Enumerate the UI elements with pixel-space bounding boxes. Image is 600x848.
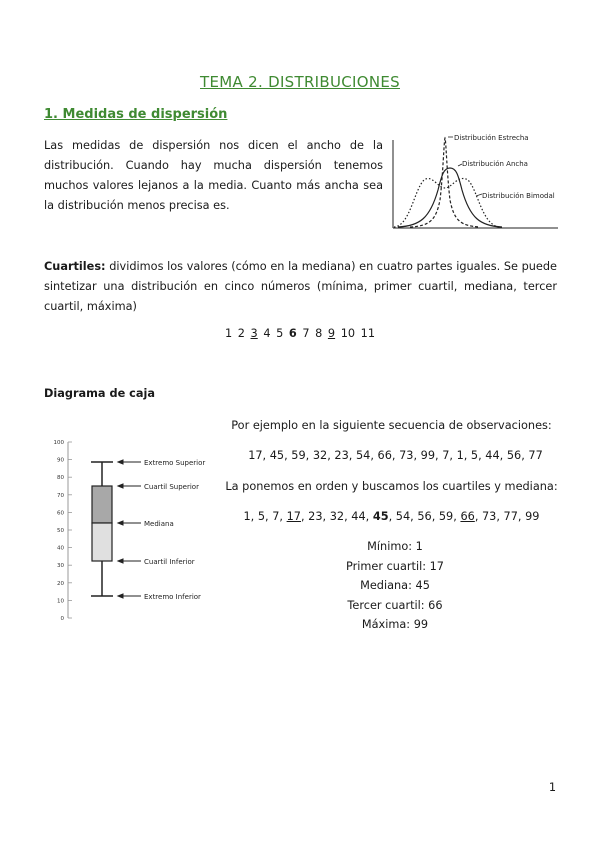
label-cuartil-superior: Cuartil Superior bbox=[144, 483, 199, 491]
label-cuartil-inferior: Cuartil Inferior bbox=[144, 558, 195, 566]
sorted-list bbox=[220, 510, 563, 523]
stat-minimum: Mínimo: 1 bbox=[367, 540, 423, 553]
sorted-part: 1, 5, 7, bbox=[243, 510, 287, 523]
tick-40: 40 bbox=[57, 545, 64, 552]
tick-80: 80 bbox=[57, 475, 64, 482]
label-extremo-inferior: Extremo Inferior bbox=[144, 593, 201, 601]
sorted-part: , 23, 32, 44, bbox=[300, 510, 373, 523]
cuartiles-text: dividimos los valores (cómo en la mediana) en cuatro partes iguales. Se puede sintetizar una distribución en cinco números (mínima, primer cuartil, mediana, tercer cuartil, máxima) bbox=[44, 260, 557, 313]
sorted-first-quartile: 17 bbox=[286, 510, 301, 523]
sorted-part: , 73, 77, 99 bbox=[474, 510, 540, 523]
label-bimodal: Distribución Bimodal bbox=[482, 192, 555, 200]
label-wide: Distribución Ancha bbox=[462, 160, 528, 168]
stat-third-quartile: Tercer cuartil: 66 bbox=[347, 598, 443, 612]
narrow-distribution-curve bbox=[410, 138, 480, 227]
seq-item-third-quartile: 9 bbox=[327, 327, 336, 340]
stat-first-quartile: Primer cuartil: 17 bbox=[345, 559, 444, 573]
seq-item: 7 bbox=[302, 327, 310, 340]
sorted-third-quartile: 66 bbox=[460, 510, 475, 523]
seq-item-median: 6 bbox=[288, 327, 297, 340]
page-number: 1 bbox=[548, 781, 556, 794]
dispersion-paragraph: Las medidas de dispersión nos dicen el ancho de la distribución. Cuando hay mucha dispersión tenemos muchos valores lejanos a la media. Cuanto más ancha sea la distribución menos precisa es. bbox=[44, 139, 383, 212]
lower-box bbox=[92, 523, 112, 561]
order-intro: La ponemos en orden y buscamos los cuartiles y mediana: bbox=[225, 480, 558, 493]
seq-item: 5 bbox=[276, 327, 284, 340]
seq-item: 1 bbox=[224, 327, 233, 340]
quartile-sequence bbox=[0, 327, 600, 340]
section-heading-dispersion: 1. Medidas de dispersión bbox=[44, 107, 228, 122]
tick-60: 60 bbox=[57, 510, 64, 517]
label-mediana: Mediana bbox=[144, 520, 174, 528]
boxplot-figure bbox=[40, 432, 220, 627]
boxplot-heading: Diagrama de caja bbox=[44, 387, 155, 400]
seq-item-first-quartile: 3 bbox=[250, 327, 258, 340]
tick-0: 0 bbox=[60, 616, 64, 622]
tick-50: 50 bbox=[57, 528, 64, 534]
label-narrow: Distribución Estrecha bbox=[454, 134, 529, 142]
tick-30: 30 bbox=[57, 563, 64, 570]
upper-box bbox=[92, 486, 112, 523]
page-title: TEMA 2. DISTRIBUCIONES bbox=[200, 73, 400, 91]
sorted-part: , 54, 56, 59, bbox=[388, 510, 461, 523]
tick-100: 100 bbox=[53, 440, 64, 446]
stat-median: Mediana: 45 bbox=[360, 579, 430, 592]
bimodal-distribution-curve bbox=[394, 179, 500, 227]
seq-item: 10 bbox=[340, 327, 356, 340]
seq-item: 11 bbox=[360, 327, 376, 340]
example-intro: Por ejemplo en la siguiente secuencia de observaciones: bbox=[231, 419, 552, 432]
label-extremo-superior: Extremo Superior bbox=[144, 459, 206, 467]
seq-item: 8 bbox=[315, 327, 323, 340]
tick-20: 20 bbox=[57, 580, 64, 587]
seq-item: 4 bbox=[263, 327, 271, 340]
seq-item: 2 bbox=[237, 327, 245, 340]
tick-70: 70 bbox=[57, 492, 64, 499]
distribution-curves-figure bbox=[390, 130, 560, 230]
stat-maximum: Máxima: 99 bbox=[361, 618, 429, 631]
cuartiles-term: Cuartiles: bbox=[44, 260, 106, 273]
sorted-median: 45 bbox=[372, 510, 389, 523]
tick-90: 90 bbox=[57, 457, 64, 464]
tick-10: 10 bbox=[57, 598, 64, 605]
observations-list: 17, 45, 59, 32, 23, 54, 66, 73, 99, 7, 1, 5, 44, 56, 77 bbox=[248, 449, 543, 462]
cuartiles-paragraph bbox=[44, 257, 557, 317]
five-number-summary bbox=[300, 537, 490, 635]
